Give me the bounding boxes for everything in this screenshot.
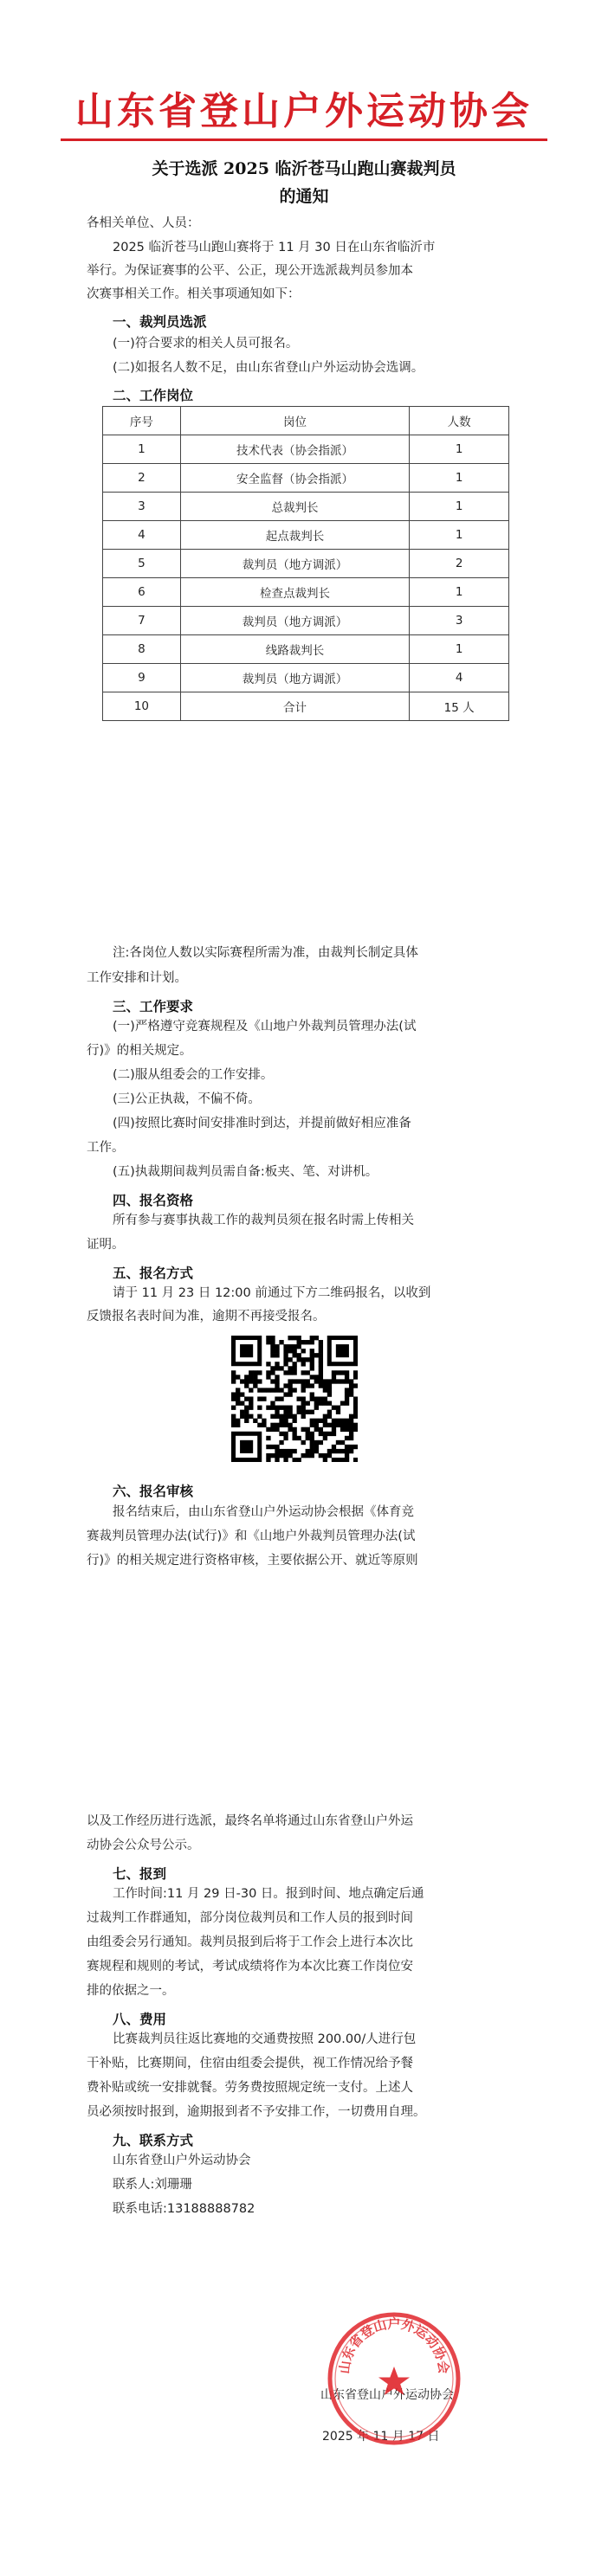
table-cell: 合计 [180, 692, 409, 721]
section-item: 行)》的相关规定。 [87, 1044, 192, 1058]
table-row [103, 435, 509, 464]
table-cell: 1 [103, 435, 181, 464]
section-line: 赛规程和规则的考试，考试成绩将作为本次比赛工作岗位安 [87, 1960, 413, 1974]
table-cell: 7 [103, 607, 181, 635]
table-cell: 6 [103, 578, 181, 607]
section-item: (五)执裁期间裁判员需自备:板夹、笔、对讲机。 [113, 1165, 378, 1179]
table-cell: 5 [103, 550, 181, 578]
section-line: 比赛裁判员往返比赛地的交通费按照 200.00/人进行包 [113, 2032, 417, 2046]
table-cell: 裁判员（地方调派） [180, 550, 409, 578]
table-cell: 15 人 [410, 692, 509, 721]
signature-org: 山东省登山户外运动协会 [320, 2388, 454, 2402]
contact-person: 联系人:刘珊珊 [113, 2178, 192, 2192]
contact-phone: 联系电话:13188888782 [113, 2202, 255, 2216]
section-line: 赛裁判员管理办法(试行)》和《山地户外裁判员管理办法(试 [87, 1530, 416, 1543]
table-cell: 1 [410, 521, 509, 550]
section-line: 工作时间:11 月 29 日-30 日。报到时间、地点确定后通 [113, 1887, 424, 1901]
section-line: 报名结束后，由山东省登山户外运动协会根据《体育竞 [113, 1505, 414, 1519]
signature-date: 2025 年 11 月 17 日 [322, 2430, 440, 2444]
table-cell: 9 [103, 664, 181, 692]
table-cell: 2 [410, 550, 509, 578]
table-header-cell: 序号 [103, 407, 181, 435]
table-cell: 8 [103, 635, 181, 664]
section-heading: 七、报到 [113, 1866, 167, 1882]
section-line: 费补贴或统一安排就餐。劳务费按照规定统一支付。上述人 [87, 2081, 413, 2095]
section-line: 动协会公众号公示。 [87, 1839, 200, 1852]
table-row [103, 493, 509, 521]
table-cell: 裁判员（地方调派） [180, 664, 409, 692]
table-cell: 1 [410, 464, 509, 493]
letterhead-org-name: 山东省登山户外运动协会 [75, 89, 533, 133]
table-cell: 裁判员（地方调派） [180, 607, 409, 635]
table-cell: 总裁判长 [180, 493, 409, 521]
positions-table [102, 406, 509, 721]
registration-qr-code[interactable] [231, 1336, 358, 1462]
section-item: (一)严格遵守竞赛规程及《山地户外裁判员管理办法(试 [113, 1020, 417, 1034]
table-row [103, 635, 509, 664]
table-row [103, 607, 509, 635]
section-line: 排的依据之一。 [87, 1984, 175, 1998]
official-seal [325, 2309, 463, 2448]
section-item: (三)公正执裁，不偏不倚。 [113, 1092, 261, 1106]
section-line: 请于 11 月 23 日 12:00 前通过下方二维码报名，以收到 [113, 1286, 431, 1300]
section-line: 员必须按时报到，逾期报到者不予安排工作，一切费用自理。 [87, 2105, 426, 2119]
section-heading: 二、工作岗位 [113, 388, 194, 403]
table-row [103, 578, 509, 607]
section-line: 反馈报名表时间为准，逾期不再接受报名。 [87, 1310, 326, 1323]
table-row [103, 550, 509, 578]
section-heading: 四、报名资格 [113, 1193, 194, 1208]
section-item: (二)服从组委会的工作安排。 [113, 1068, 274, 1082]
table-row [103, 664, 509, 692]
table-cell: 3 [410, 607, 509, 635]
table-cell: 1 [410, 578, 509, 607]
table-cell: 4 [103, 521, 181, 550]
table-cell: 线路裁判长 [180, 635, 409, 664]
table-note: 注:各岗位人数以实际赛程所需为准，由裁判长制定具体 [113, 946, 418, 960]
section-heading: 六、报名审核 [113, 1484, 194, 1499]
section-line: 证明。 [87, 1238, 125, 1252]
table-cell: 10 [103, 692, 181, 721]
table-header-cell: 人数 [410, 407, 509, 435]
table-cell: 1 [410, 493, 509, 521]
document-title-line2: 的通知 [279, 187, 329, 206]
section-heading: 八、费用 [113, 2012, 167, 2027]
section-line: 由组委会另行通知。裁判员报到后将于工作会上进行本次比 [87, 1935, 413, 1949]
table-note: 工作安排和计划。 [87, 971, 187, 985]
table-cell: 检查点裁判长 [180, 578, 409, 607]
svg-text:山东省登山户外运动协会: 山东省登山户外运动协会 [336, 2315, 452, 2375]
document-title-line1: 关于选派 2025 临沂苍马山跑山赛裁判员 [152, 159, 456, 178]
salutation: 各相关单位、人员： [87, 216, 200, 230]
table-cell: 技术代表（协会指派） [180, 435, 409, 464]
section-heading: 九、联系方式 [113, 2133, 194, 2148]
table-cell: 1 [410, 435, 509, 464]
table-cell: 2 [103, 464, 181, 493]
table-row [103, 521, 509, 550]
section-line: 所有参与赛事执裁工作的裁判员须在报名时需上传相关 [113, 1214, 414, 1227]
section-line: 过裁判工作群通知，部分岗位裁判员和工作人员的报到时间 [87, 1911, 413, 1925]
section-line: 以及工作经历进行选派，最终名单将通过山东省登山户外运 [87, 1814, 413, 1828]
contact-org: 山东省登山户外运动协会 [113, 2154, 251, 2167]
section-item: 工作。 [87, 1141, 125, 1155]
section-item: (一)符合要求的相关人员可报名。 [113, 337, 299, 351]
section-heading: 一、裁判员选派 [113, 314, 207, 330]
section-item: (四)按照比赛时间安排准时到达，并提前做好相应准备 [113, 1117, 411, 1130]
table-row [103, 464, 509, 493]
table-cell: 1 [410, 635, 509, 664]
table-header-cell: 岗位 [180, 407, 409, 435]
section-line: 干补贴，比赛期间，住宿由组委会提供，视工作情况给予餐 [87, 2057, 413, 2070]
table-cell: 4 [410, 664, 509, 692]
table-cell: 安全监督（协会指派） [180, 464, 409, 493]
table-header-row [103, 407, 509, 435]
section-heading: 三、工作要求 [113, 999, 194, 1014]
intro-line: 2025 临沂苍马山跑山赛将于 11 月 30 日在山东省临沂市 [113, 241, 436, 254]
section-heading: 五、报名方式 [113, 1265, 194, 1281]
letterhead-rule [61, 138, 547, 141]
table-row [103, 692, 509, 721]
section-item: (二)如报名人数不足，由山东省登山户外运动协会选调。 [113, 361, 424, 375]
section-line: 行)》的相关规定进行资格审核，主要依据公开、就近等原则 [87, 1554, 418, 1568]
table-cell: 起点裁判长 [180, 521, 409, 550]
intro-line: 举行。为保证赛事的公平、公正，现公开选派裁判员参加本 [87, 264, 413, 278]
table-cell: 3 [103, 493, 181, 521]
intro-line: 次赛事相关工作。相关事项通知如下： [87, 287, 301, 301]
seal-star-icon [378, 2367, 410, 2395]
